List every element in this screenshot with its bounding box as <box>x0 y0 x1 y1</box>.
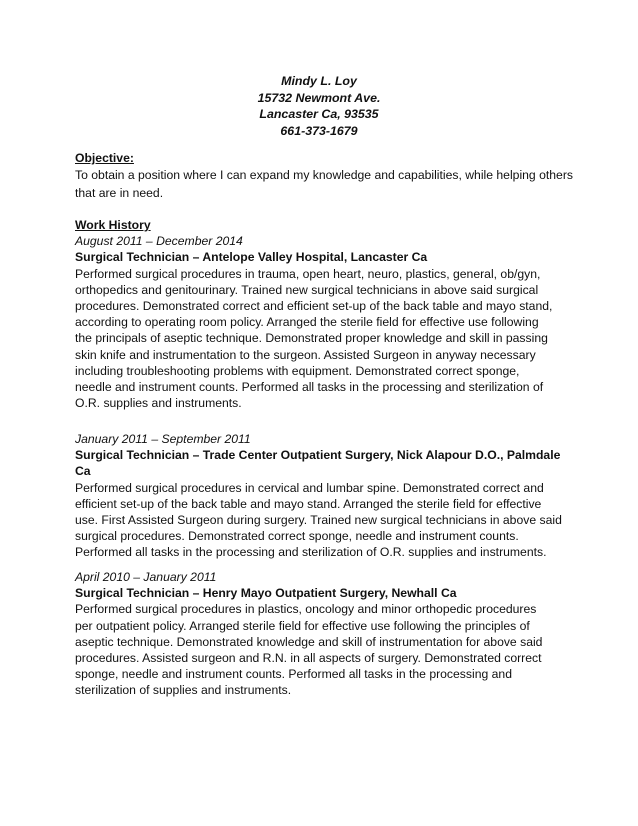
phone-number: 661-373-1679 <box>280 123 358 138</box>
job-title: Surgical Technician – Trade Center Outpatient Surgery, Nick Alapour D.O., Palmdale Ca <box>75 448 561 479</box>
job-entry <box>75 431 567 561</box>
job-dates: August 2011 – December 2014 <box>75 234 243 249</box>
job-description: Performed surgical procedures in cervical and lumbar spine. Demonstrated correct and efficient set-up of the back table and mayo stand. Arranged the sterile field for effective use. First Assisted Surgeon during surgery. Trained new surgical technicians in above said surgical procedures. Demonstrated correct sponge, needle and instrument counts. Performed all tasks in the processing and sterilization of O.R. supplies and instruments. <box>75 480 562 560</box>
work-history-section <box>75 217 555 411</box>
job-title: Surgical Technician – Antelope Valley Hospital, Lancaster Ca <box>75 250 428 265</box>
candidate-name: Mindy L. Loy <box>281 74 357 88</box>
job-dates: April 2010 – January 2011 <box>75 570 217 584</box>
job-description: Performed surgical procedures in plastics, oncology and minor orthopedic procedures per outpatient policy. Arranged sterile field for effective use following the principles of aseptic technique. Demonstrated knowledge and skill of instrumentation for above said procedures. Assisted surgeon and R.N. in all aspects of surgery. Demonstrated correct sponge, needle and instrument counts. Performed all tasks in the processing and sterilization of supplies and instruments. <box>75 602 543 698</box>
objective-heading: Objective: <box>75 151 134 165</box>
objective-section <box>75 150 575 202</box>
objective-text: To obtain a position where I can expand my knowledge and capabilities, while helping others that are in need. <box>75 168 573 201</box>
job-dates: January 2011 – September 2011 <box>75 432 251 446</box>
work-history-heading: Work History <box>75 218 151 232</box>
job-title: Surgical Technician – Henry Mayo Outpatient Surgery, Newhall Ca <box>75 586 457 601</box>
job-entry <box>75 569 557 699</box>
contact-header <box>0 73 638 139</box>
job-description: Performed surgical procedures in trauma, open heart, neuro, plastics, general, ob/gyn, orthopedics and genitourinary. Trained new surgical technicians in above said surgical procedures. Demonstrated correct and efficient set-up of the back table and mayo stand, according to operating room policy. Arranged the sterile field for effective use following the principals of aseptic technique. Demonstrated proper knowledge and skill in passing skin knife and instrumentation to the surgeon. Assisted Surgeon in anyway necessary including troubleshooting problems with equipment. Demonstrated correct sponge, needle and instrument counts. Performed all tasks in the processing and sterilization of O.R. supplies and instruments. <box>75 266 553 411</box>
street-address: 15732 Newmont Ave. <box>257 90 381 105</box>
city-state-zip: Lancaster Ca, 93535 <box>259 107 379 121</box>
